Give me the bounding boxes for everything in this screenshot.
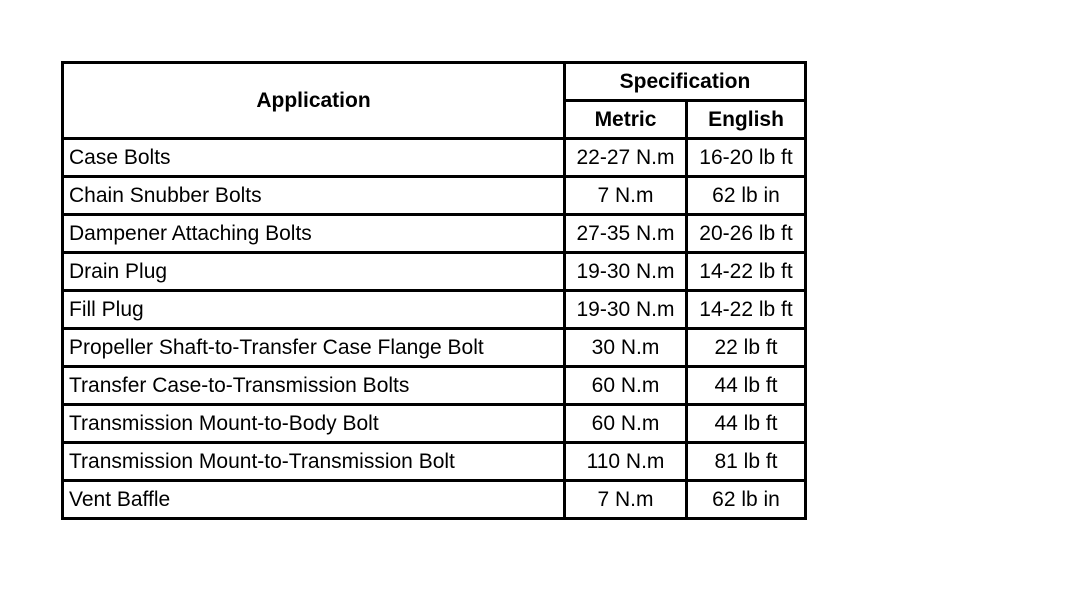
english-cell: 20-26 lb ft	[687, 215, 806, 253]
torque-specification-table	[61, 61, 807, 520]
table-row	[63, 405, 806, 443]
metric-cell: 19-30 N.m	[565, 253, 687, 291]
english-cell: 62 lb in	[687, 177, 806, 215]
english-cell: 16-20 lb ft	[687, 139, 806, 177]
application-cell: Dampener Attaching Bolts	[63, 215, 565, 253]
metric-cell: 22-27 N.m	[565, 139, 687, 177]
table-row	[63, 443, 806, 481]
header-row-top	[63, 63, 806, 101]
metric-cell: 19-30 N.m	[565, 291, 687, 329]
metric-cell: 27-35 N.m	[565, 215, 687, 253]
metric-cell: 30 N.m	[565, 329, 687, 367]
english-cell: 44 lb ft	[687, 405, 806, 443]
table-body	[63, 139, 806, 519]
table-row	[63, 253, 806, 291]
metric-cell: 7 N.m	[565, 177, 687, 215]
application-cell: Chain Snubber Bolts	[63, 177, 565, 215]
english-header: English	[687, 101, 806, 139]
application-header: Application	[63, 63, 565, 139]
table-row	[63, 139, 806, 177]
table-header	[63, 63, 806, 139]
application-cell: Propeller Shaft-to-Transfer Case Flange Bolt	[63, 329, 565, 367]
application-cell: Case Bolts	[63, 139, 565, 177]
english-cell: 44 lb ft	[687, 367, 806, 405]
english-cell: 14-22 lb ft	[687, 291, 806, 329]
metric-cell: 60 N.m	[565, 367, 687, 405]
table-row	[63, 177, 806, 215]
table-row	[63, 367, 806, 405]
metric-cell: 110 N.m	[565, 443, 687, 481]
application-cell: Transmission Mount-to-Transmission Bolt	[63, 443, 565, 481]
table-row	[63, 329, 806, 367]
application-cell: Transfer Case-to-Transmission Bolts	[63, 367, 565, 405]
metric-cell: 60 N.m	[565, 405, 687, 443]
metric-header: Metric	[565, 101, 687, 139]
table-row	[63, 481, 806, 519]
table-row	[63, 291, 806, 329]
english-cell: 81 lb ft	[687, 443, 806, 481]
english-cell: 22 lb ft	[687, 329, 806, 367]
application-cell: Fill Plug	[63, 291, 565, 329]
application-cell: Vent Baffle	[63, 481, 565, 519]
specification-header: Specification	[565, 63, 806, 101]
application-cell: Drain Plug	[63, 253, 565, 291]
english-cell: 14-22 lb ft	[687, 253, 806, 291]
application-cell: Transmission Mount-to-Body Bolt	[63, 405, 565, 443]
table-row	[63, 215, 806, 253]
metric-cell: 7 N.m	[565, 481, 687, 519]
english-cell: 62 lb in	[687, 481, 806, 519]
